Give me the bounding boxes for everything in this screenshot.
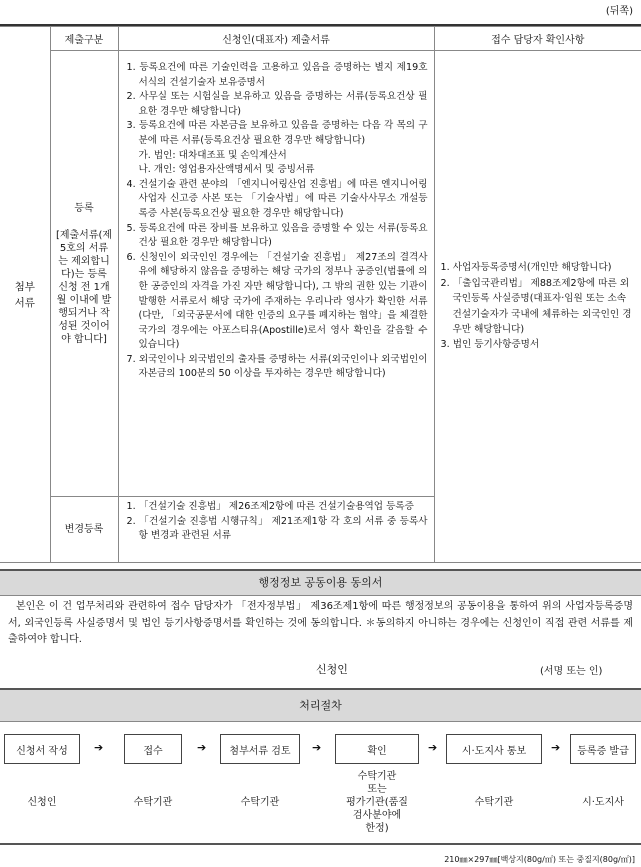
reg-doc-1: 1. 등록요건에 따른 기술인력을 고용하고 있음을 증명하는 별지 제19호서식의 건설기술자 보유증명서 — [126, 62, 428, 88]
reg-doc-4: 4. 건설기술 관련 분야의 「엔지니어링산업 진흥법」에 따른 엔지니어링사업자 신고증 사본 또는 「기술사법」에 따른 기술사사무소 개설등록증 사본(등록요건상 필요한 경우만 해당합니다) — [126, 178, 428, 219]
bottom-rule — [0, 843, 641, 845]
reg-doc-6: 6. 신청인이 외국인인 경우에는 「건설기술 진흥법」 제27조의 결격사유에 해당하지 않음을 증명하는 해당 국가의 정부나 공증인(법률에 의한 공증인의 자격을 가진 자만 해당합니다), 그 밖의 권한 있는 기관이 발행한 서류로서 해당 국가에 주재하는 우리나라 영사가 확인한 서류(다만, 「외국공문서에 대한 인증의 요구를 폐지하는 협약」을 체결한 국가의 경우에는 아포스티유(Apostille)로서 영사 확인을 갈음할 수 있습니다) — [126, 251, 428, 351]
change-label: 변경등록 — [50, 497, 118, 563]
step-document-review: 첨부서류 검토 — [220, 734, 300, 764]
reg-doc-3: 3. 등록요건에 따른 자본금을 보유하고 있음을 증명하는 다음 각 목의 구분에 따른 서류(등록요건상 필요한 경우만 해당합니다) — [126, 120, 428, 146]
arrow-icon: ➔ — [197, 741, 207, 754]
header-officer-check: 접수 담당자 확인사항 — [434, 27, 641, 51]
officer-check-2: 2. 「출입국관리법」 제88조제2항에 따른 외국인등록 사실증명(대표자·임원 또는 소속 건설기술자가 국내에 체류하는 외국인인 경우만 해당합니다) — [440, 277, 632, 335]
change-doc-2: 2. 「건설기술 진흥법 시행규칙」 제21조제1항 각 호의 서류 중 등록사항 변경과 관련된 서류 — [126, 515, 428, 542]
paper-spec: 210㎜×297㎜[백상지(80g/㎡) 또는 중질지(80g/㎡)] — [444, 855, 635, 864]
attachment-category: 첨부 서류 — [0, 27, 50, 563]
consent-title: 행정정보 공동이용 동의서 — [0, 569, 641, 596]
reg-doc-3b: 나. 개인: 영업용자산액명세서 및 증빙서류 — [138, 164, 315, 176]
attachments-table — [0, 26, 641, 563]
actor-applicant: 신청인 — [27, 797, 57, 808]
step-notify-governor: 시·도지사 통보 — [446, 734, 542, 764]
sign-note: (서명 또는 인) — [540, 666, 603, 677]
registration-cell — [50, 51, 118, 497]
officer-check-3: 3. 법인 등기사항증명서 — [440, 339, 540, 351]
header-applicant-docs: 신청인(대표자) 제출서류 — [118, 27, 434, 51]
change-docs — [118, 497, 434, 563]
officer-check-cell — [434, 51, 641, 563]
header-category: 제출구분 — [50, 27, 118, 51]
actor-agency-or-evaluator: 수탁기관 또는 평가기관(품질 검사분야에 한정) — [346, 771, 408, 834]
procedure-title: 처리절차 — [0, 688, 641, 722]
reg-doc-5: 5. 등록요건에 따른 장비를 보유하고 있음을 증명할 수 있는 서류(등록요건상 필요한 경우만 해당합니다) — [126, 222, 428, 249]
actor-agency-3: 수탁기관 — [474, 797, 514, 808]
step-issue-certificate: 등록증 발급 — [570, 734, 636, 764]
step-receipt: 접수 — [124, 734, 182, 764]
consent-body: 본인은 이 건 업무처리와 관련하여 접수 담당자가 「전자정부법」 제36조제1항에 따른 행정정보의 공동이용을 통하여 위의 사업자등록증명서, 외국인등록 사실증명서 및 법인 등기사항증명서를 확인하는 것에 동의합니다. ＊동의하지 아니하는 경우에는 신청인이 직접 관련 서류를 제출하여야 합니다. — [8, 601, 633, 645]
officer-check-1: 1. 사업자등록증명서(개인만 해당합니다) — [440, 262, 612, 274]
actor-governor: 시·도지사 — [582, 797, 624, 808]
registration-docs — [118, 51, 434, 497]
back-side-label: (뒤쪽) — [605, 6, 633, 17]
arrow-icon: ➔ — [312, 741, 322, 754]
registration-note: [제출서류(제5호의 서류는 제외합니다)는 등록 신청 전 1개월 이내에 발행되거나 작성된 것이어야 합니다] — [55, 229, 113, 345]
reg-doc-2: 2. 사무실 또는 시험실을 보유하고 있음을 증명하는 서류(등록요건상 필요한 경우만 해당합니다) — [126, 91, 428, 117]
reg-doc-3a: 가. 법인: 대차대조표 및 손익계산서 — [138, 149, 287, 161]
actor-agency-2: 수탁기관 — [240, 797, 280, 808]
change-doc-1: 1. 「건설기술 진흥법」 제26조제2항에 따른 건설기술용역업 등록증 — [126, 501, 414, 512]
actor-agency-1: 수탁기관 — [133, 797, 173, 808]
step-verification: 확인 — [335, 734, 419, 764]
arrow-icon: ➔ — [428, 741, 438, 754]
step-write-application: 신청서 작성 — [4, 734, 80, 764]
signer-label: 신청인 — [316, 663, 348, 676]
arrow-icon: ➔ — [94, 741, 104, 754]
reg-doc-7: 7. 외국인이나 외국법인의 출자를 증명하는 서류(외국인이나 외국법인이 자본금의 100분의 50 이상을 투자하는 경우만 해당합니다) — [126, 353, 428, 380]
registration-label: 등록 — [74, 202, 94, 214]
arrow-icon: ➔ — [551, 741, 561, 754]
